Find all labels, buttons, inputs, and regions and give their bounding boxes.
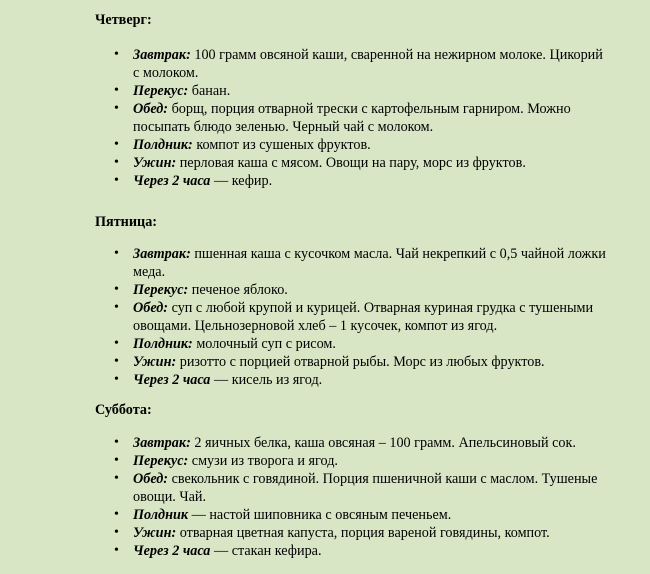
meal-label: Через 2 часа (133, 372, 211, 388)
meal-label: Завтрак: (133, 435, 191, 451)
list-item (0, 100, 650, 136)
list-item (0, 434, 650, 452)
list-item (0, 353, 650, 371)
meal-text: ризотто с порцией отварной рыбы. Морс из любых фруктов. (176, 354, 545, 370)
meal-label: Перекус: (133, 282, 189, 298)
meal-text: компот из сушеных фруктов. (192, 137, 371, 153)
meal-text: печеное яблоко. (188, 282, 288, 298)
list-item (0, 335, 650, 353)
meal-label: Полдник (133, 507, 189, 523)
meal-text: свекольник с говядиной. Порция пшеничной каши с маслом. Тушеные овощи. Чай. (133, 471, 598, 505)
meal-text: — кисель из ягод. (210, 372, 323, 388)
list-item (0, 542, 650, 560)
meal-label: Полдник: (133, 137, 193, 153)
list-item (0, 154, 650, 172)
meal-label: Обед: (133, 471, 169, 487)
meal-text: суп с любой крупой и курицей. Отварная куриная грудка с тушеными овощами. Цельнозерновой хлеб – 1 кусочек, компот из ягод. (133, 300, 594, 334)
meal-label: Перекус: (133, 83, 189, 99)
meal-text: — стакан кефира. (210, 543, 322, 559)
list-item (0, 281, 650, 299)
meal-list-friday (0, 245, 650, 389)
meal-text: смузи из творога и ягод. (188, 453, 338, 469)
day-heading-saturday: Суббота: (95, 402, 152, 418)
meal-text: 100 грамм овсяной каши, сваренной на нежирном молоке. Цикорий с молоком. (133, 47, 603, 81)
list-item (0, 245, 650, 281)
list-item (0, 136, 650, 154)
meal-label: Через 2 часа (133, 173, 211, 189)
meal-text: борщ, порция отварной трески с картофельным гарниром. Можно посыпать блюдо зеленью. Черный чай с молоком. (133, 101, 571, 135)
meal-label: Полдник: (133, 336, 193, 352)
meal-label: Ужин: (133, 155, 177, 171)
day-heading-thursday: Четверг: (95, 12, 152, 28)
meal-label: Ужин: (133, 354, 177, 370)
meal-list-saturday (0, 434, 650, 560)
meal-text: 2 яичных белка, каша овсяная – 100 грамм. Апельсиновый сок. (190, 435, 576, 451)
meal-text: отварная цветная капуста, порция вареной говядины, компот. (176, 525, 550, 541)
list-item (0, 524, 650, 542)
meal-label: Перекус: (133, 453, 189, 469)
meal-label: Обед: (133, 101, 169, 117)
meal-text: — кефир. (210, 173, 273, 189)
day-heading-friday: Пятница: (95, 214, 158, 230)
list-item (0, 46, 650, 82)
meal-label: Завтрак: (133, 47, 191, 63)
meal-text: — настой шиповника с овсяным печеньем. (188, 507, 452, 523)
meal-text: банан. (188, 83, 231, 99)
meal-label: Обед: (133, 300, 169, 316)
meal-label: Через 2 часа (133, 543, 211, 559)
list-item (0, 371, 650, 389)
list-item (0, 506, 650, 524)
meal-label: Завтрак: (133, 246, 191, 262)
meal-list-thursday (0, 46, 650, 190)
list-item (0, 452, 650, 470)
meal-text: перловая каша с мясом. Овощи на пару, морс из фруктов. (176, 155, 526, 171)
meal-label: Ужин: (133, 525, 177, 541)
meal-text: пшенная каша с кусочком масла. Чай некрепкий с 0,5 чайной ложки меда. (133, 246, 606, 280)
list-item (0, 299, 650, 335)
list-item (0, 82, 650, 100)
list-item (0, 172, 650, 190)
meal-text: молочный суп с рисом. (192, 336, 336, 352)
list-item (0, 470, 650, 506)
